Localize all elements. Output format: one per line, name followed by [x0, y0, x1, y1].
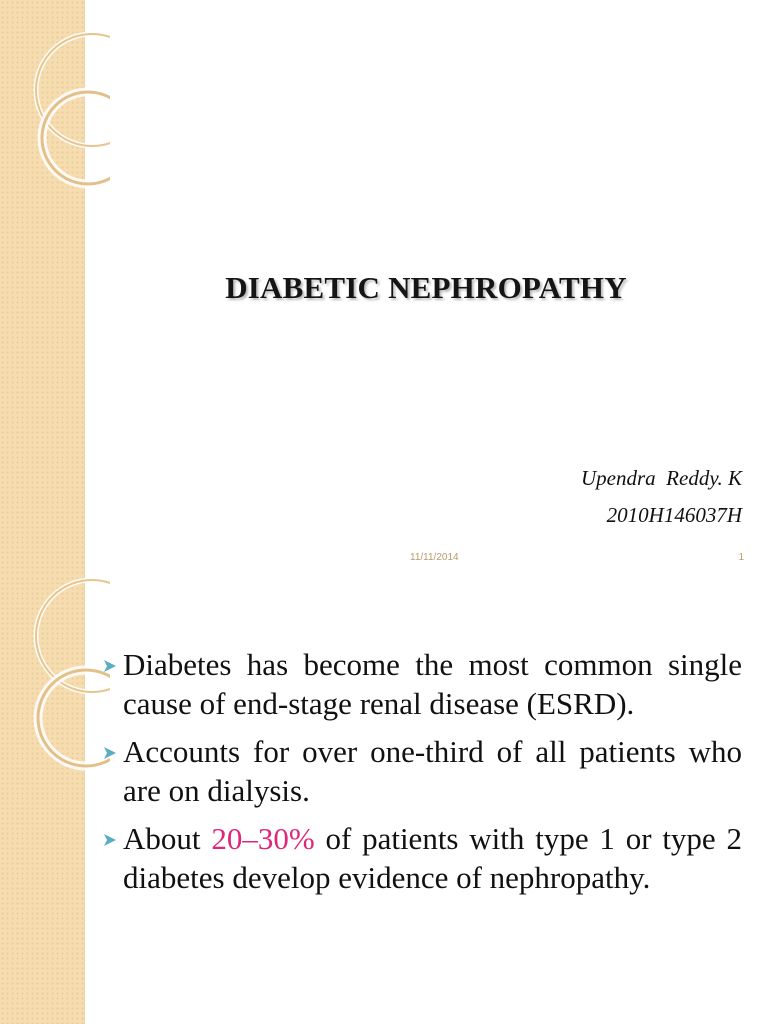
- bullet-item: [102, 646, 742, 723]
- bullet-item: [102, 733, 742, 810]
- footer-date: 11/11/2014: [410, 552, 459, 563]
- bullet-arrow-icon: [102, 832, 118, 848]
- author-name: Upendra Reddy. K: [581, 466, 742, 490]
- bullet-list: [102, 646, 742, 907]
- highlighted-percentage: 20–30%: [211, 821, 315, 856]
- content-slide: [0, 576, 768, 1024]
- decorative-left-strip: [0, 576, 85, 1024]
- presentation-title: DIABETIC NEPHROPATHY: [225, 270, 627, 305]
- bullet-text-after: of patients with type 1 or type 2 diabetes develop evidence of nephropathy.: [123, 821, 742, 895]
- bullet-text: Accounts for over one-third of all patients who are on dialysis.: [123, 734, 742, 808]
- bullet-arrow-icon: [102, 745, 118, 761]
- bullet-text: Diabetes has become the most common single cause of end-stage renal disease (ESRD).: [123, 647, 742, 721]
- bullet-item: [102, 820, 742, 897]
- bullet-text-before: About: [123, 821, 212, 856]
- slide-number: 1: [738, 552, 744, 563]
- bullet-arrow-icon: [102, 658, 118, 674]
- decorative-left-strip: [0, 0, 85, 576]
- roll-number: 2010H146037H: [606, 503, 742, 527]
